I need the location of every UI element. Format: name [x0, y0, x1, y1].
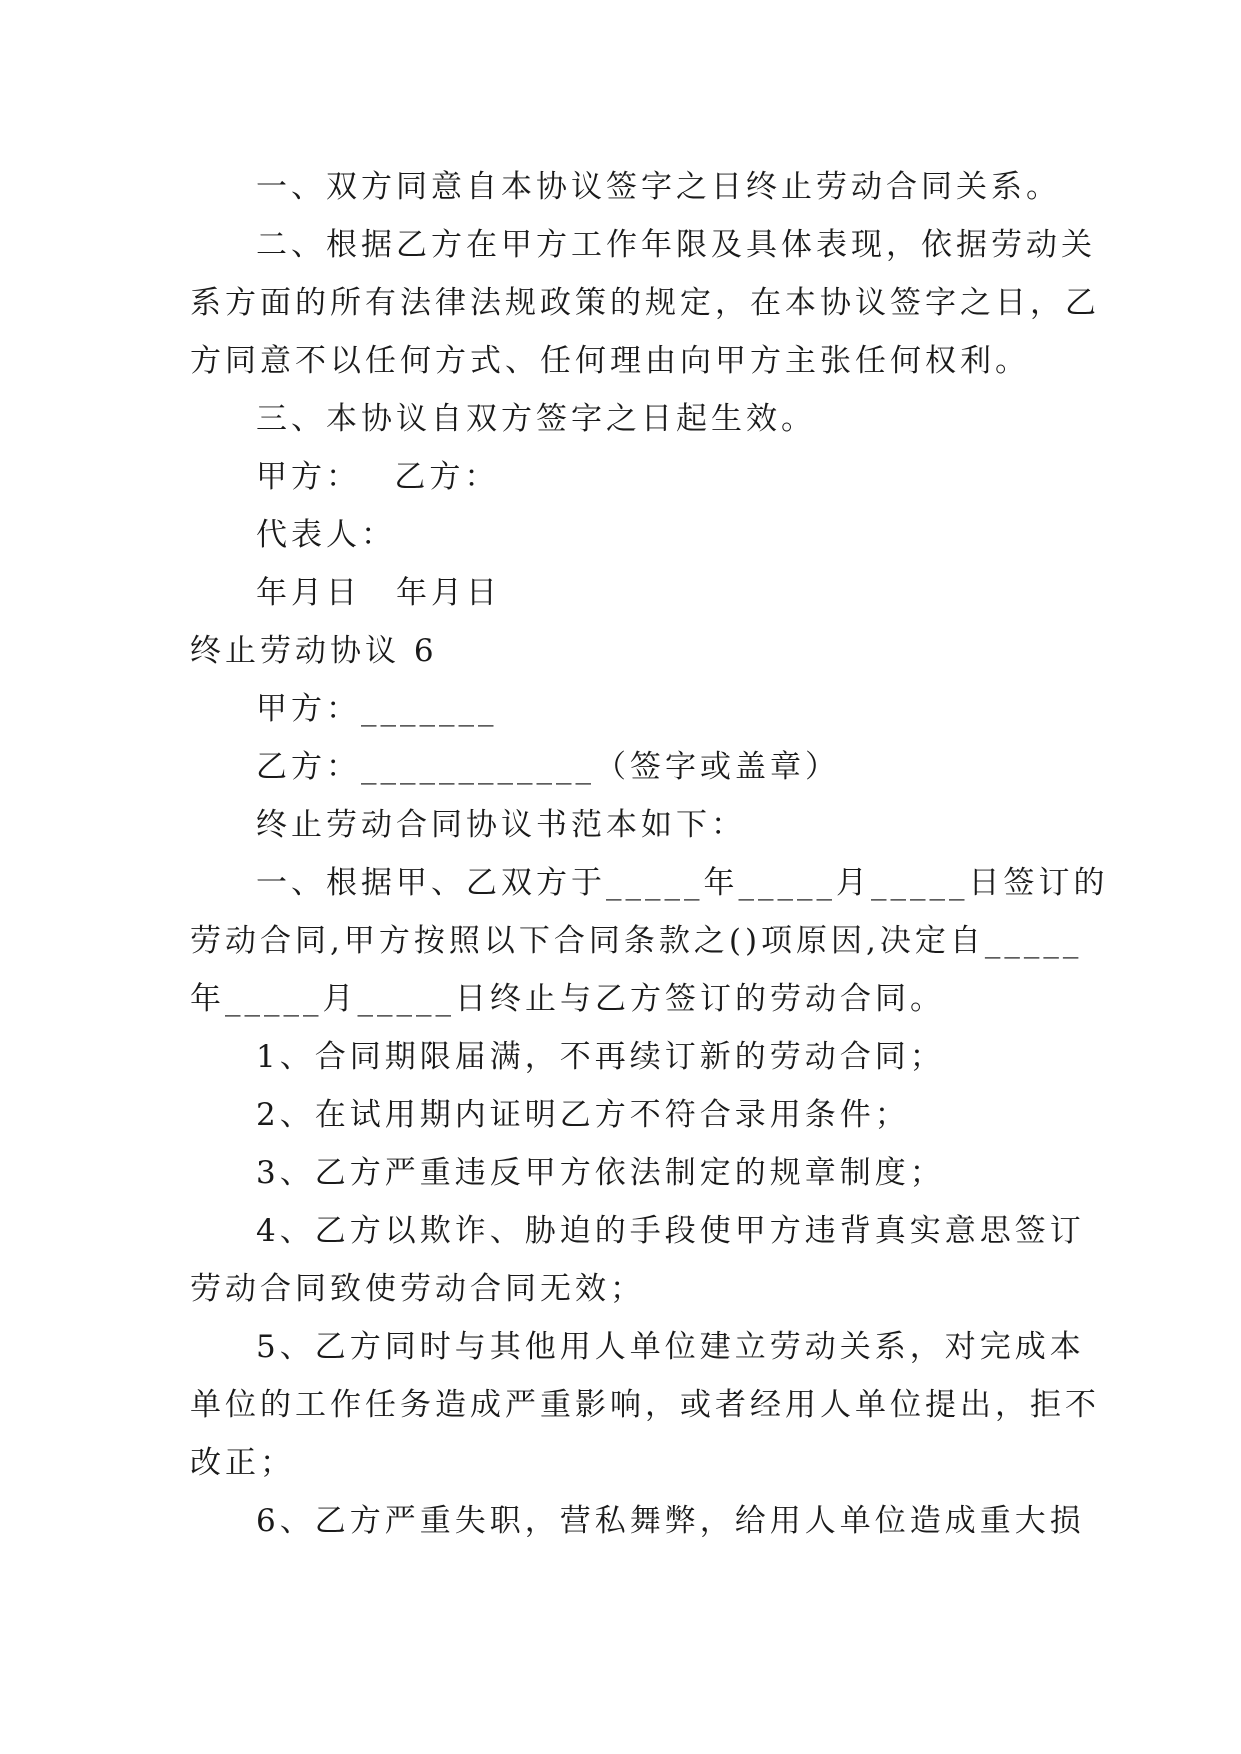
paragraph-line: 方同意不以任何方式、任何理由向甲方主张任何权利。 — [190, 343, 1030, 379]
section-title: 终止劳动协议 6 — [190, 633, 438, 669]
party-a-line: 甲方：_______ — [256, 691, 498, 727]
document-body — [190, 158, 1109, 1550]
clause-line: 2、在试用期内证明乙方不符合录用条件； — [256, 1097, 910, 1133]
clause-line: 6、乙方严重失职，营私舞弊，给用人单位造成重大损 — [256, 1503, 1085, 1539]
party-b-line: 乙方：____________（签字或盖章） — [256, 749, 840, 785]
representative-line: 代表人： — [256, 517, 396, 553]
paragraph-line: 二、根据乙方在甲方工作年限及具体表现，依据劳动关 — [256, 227, 1096, 263]
date-line: 年月日 年月日 — [256, 575, 501, 611]
paragraph-line: 一、双方同意自本协议签字之日终止劳动合同关系。 — [256, 169, 1061, 205]
signature-parties-line: 甲方： 乙方： — [256, 459, 500, 495]
paragraph-line: 一、根据甲、乙双方于_____年_____月_____日签订的 — [256, 865, 1109, 901]
clause-line: 1、合同期限届满，不再续订新的劳动合同； — [256, 1039, 945, 1075]
clause-line: 劳动合同致使劳动合同无效； — [190, 1271, 645, 1307]
clause-line: 4、乙方以欺诈、胁迫的手段使甲方违背真实意思签订 — [256, 1213, 1085, 1249]
paragraph-line: 三、本协议自双方签字之日起生效。 — [256, 401, 816, 437]
clause-line: 改正； — [190, 1445, 295, 1481]
paragraph-line: 劳动合同,甲方按照以下合同条款之()项原因,决定自_____ — [190, 923, 1083, 959]
paragraph-line: 年_____月_____日终止与乙方签订的劳动合同。 — [190, 981, 945, 1017]
clause-line: 3、乙方严重违反甲方依法制定的规章制度； — [256, 1155, 945, 1191]
paragraph-line: 终止劳动合同协议书范本如下： — [256, 807, 746, 843]
clause-line: 单位的工作任务造成严重影响，或者经用人单位提出，拒不 — [190, 1387, 1100, 1423]
paragraph-line: 系方面的所有法律法规政策的规定，在本协议签字之日，乙 — [190, 285, 1100, 321]
clause-line: 5、乙方同时与其他用人单位建立劳动关系，对完成本 — [256, 1329, 1085, 1365]
